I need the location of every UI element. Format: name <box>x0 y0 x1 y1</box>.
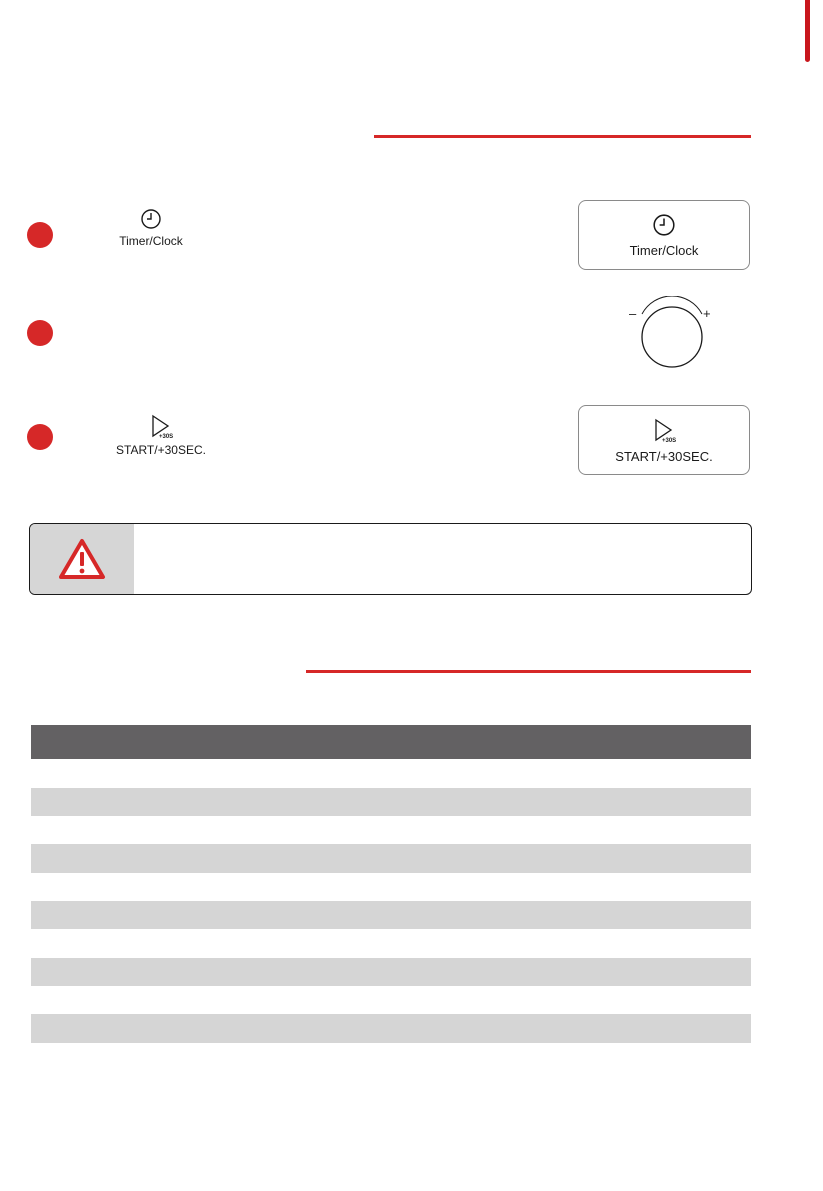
step-1-label: Timer/Clock <box>119 234 183 248</box>
clock-icon <box>140 208 162 230</box>
dial-plus-sign: + <box>703 306 711 321</box>
timer-clock-button-label: Timer/Clock <box>629 242 699 258</box>
page-edge-tab <box>805 0 810 62</box>
data-table <box>31 725 751 1043</box>
warning-triangle-icon <box>58 538 106 580</box>
table-row <box>31 788 751 816</box>
section-heading-rule-2 <box>306 670 751 673</box>
start-play-icon <box>148 413 174 439</box>
step-1-instruction-icon <box>110 208 192 248</box>
table-row <box>31 958 751 986</box>
step-3-marker <box>27 424 53 450</box>
step-3-label: START/+30SEC. <box>116 443 206 457</box>
table-row <box>31 986 751 1014</box>
step-1-marker <box>27 222 53 248</box>
dial-knob[interactable] <box>624 296 720 372</box>
warning-text <box>150 524 741 594</box>
table-row <box>31 873 751 901</box>
table-row <box>31 1014 751 1043</box>
start-30sec-button[interactable] <box>578 405 750 475</box>
step-3-instruction-icon <box>106 413 216 457</box>
timer-clock-button[interactable] <box>578 200 750 270</box>
table-row <box>31 759 751 788</box>
table-row <box>31 929 751 958</box>
step-2-marker <box>27 320 53 346</box>
warning-box <box>29 523 752 595</box>
start-30sec-button-label: START/+30SEC. <box>615 448 713 464</box>
start-badge: +30S <box>662 437 677 443</box>
table-row <box>31 816 751 844</box>
clock-icon <box>652 213 676 237</box>
warning-icon-panel <box>30 524 134 594</box>
table-header-row <box>31 725 751 759</box>
section-heading-rule <box>374 135 751 138</box>
start-play-icon <box>650 417 678 443</box>
start-badge: +30S <box>159 434 174 439</box>
table-row <box>31 901 751 929</box>
dial-minus-sign: – <box>629 306 637 321</box>
table-row <box>31 844 751 873</box>
